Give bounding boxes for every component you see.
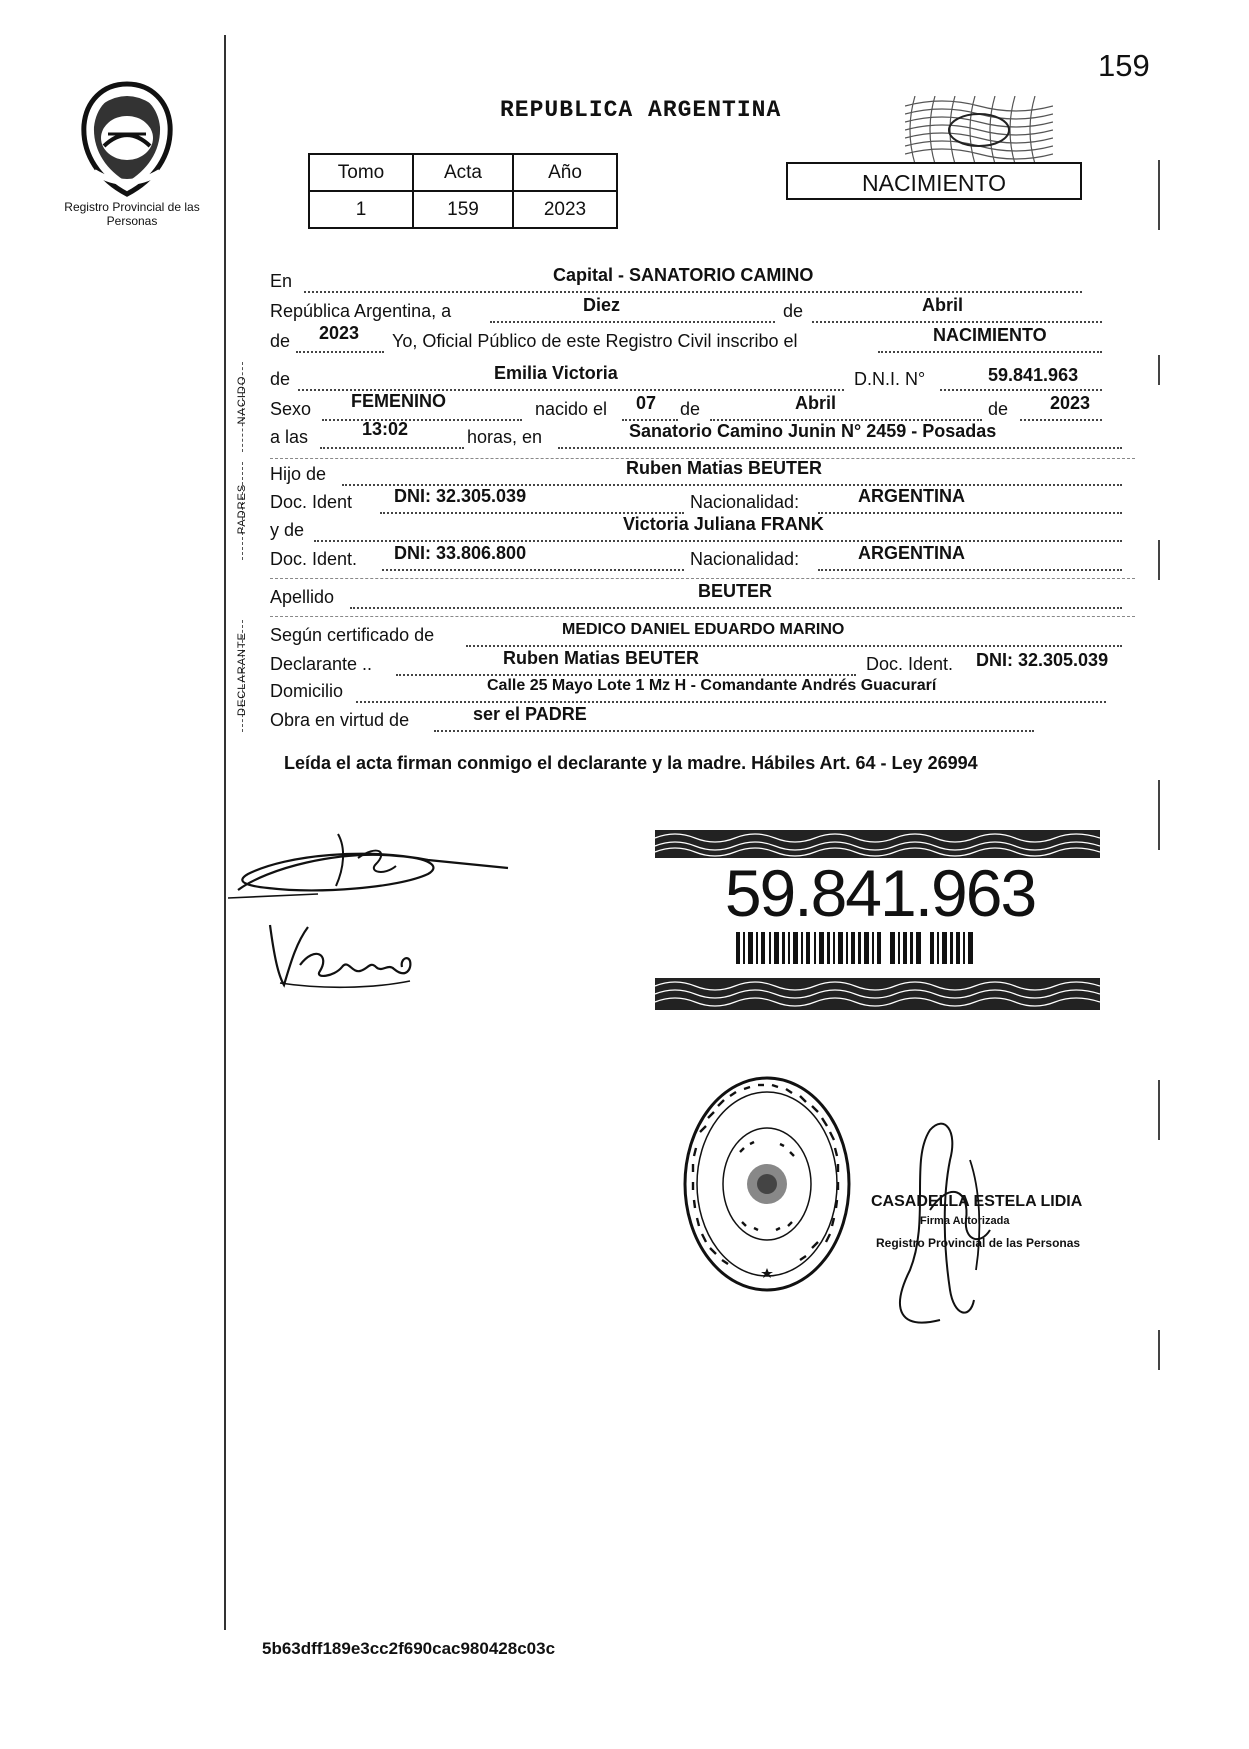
section-divider [270, 616, 1135, 617]
declarant-name-value: Ruben Matias BEUTER [503, 648, 700, 668]
dotted-leader [296, 351, 384, 353]
dotted-leader [304, 291, 1082, 293]
declarant-doc-value: DNI: 32.305.039 [976, 650, 1109, 670]
mother-signature-icon [260, 915, 420, 995]
dotted-leader [356, 701, 1106, 703]
field-label: de [783, 301, 804, 321]
father-name-value: Ruben Matias BEUTER [626, 458, 823, 478]
field-label: de [270, 369, 291, 389]
left-margin-rule [224, 35, 226, 1630]
official-signature-icon [870, 1120, 1010, 1350]
field-label: Doc. Ident. [270, 549, 358, 569]
right-margin-mark [1158, 160, 1160, 230]
dni-number-large: 59.841.963 [724, 856, 1036, 930]
dotted-leader [466, 645, 1122, 647]
field-label: Declarante .. [270, 654, 373, 674]
role-value: ser el PADRE [473, 704, 587, 724]
dotted-leader [350, 607, 1122, 609]
dotted-leader [818, 569, 1122, 571]
declarant-signature-icon [228, 828, 528, 903]
dotted-leader [1020, 419, 1102, 421]
right-margin-mark [1158, 1080, 1160, 1140]
dotted-leader [558, 447, 1122, 449]
table-cell: 2023 [513, 191, 617, 228]
closing-note: Leída el acta firman conmigo el declarante y la madre. Hábiles Art. 64 - Ley 26994 [284, 753, 978, 773]
field-label: y de [270, 520, 305, 540]
birth-month-value: Abril [795, 393, 837, 413]
field-label: Sexo [270, 399, 312, 419]
country-title: REPUBLICA ARGENTINA [500, 97, 782, 123]
dotted-leader [320, 447, 464, 449]
place-value: Capital - SANATORIO CAMINO [553, 265, 814, 285]
dotted-leader [382, 569, 684, 571]
right-margin-mark [1158, 355, 1160, 385]
barcode-icon [736, 932, 976, 964]
field-label: Doc. Ident. [866, 654, 954, 674]
dotted-leader [812, 321, 1102, 323]
birth-time-value: 13:02 [362, 419, 409, 439]
dotted-leader [314, 540, 1122, 542]
province-emblem-icon [72, 80, 182, 200]
field-label: Nacionalidad: [690, 549, 800, 569]
birth-year-value: 2023 [1050, 393, 1091, 413]
document-hash: 5b63dff189e3cc2f690cac980428c03c [262, 1639, 556, 1658]
mother-name-value: Victoria Juliana FRANK [623, 514, 824, 534]
page-number: 159 [1098, 48, 1150, 83]
official-name: CASADELLA ESTELA LIDIA [871, 1193, 1083, 1210]
act-value: NACIMIENTO [933, 325, 1047, 345]
child-name-value: Emilia Victoria [494, 363, 618, 383]
dotted-leader [878, 351, 1102, 353]
field-label: nacido el [535, 399, 608, 419]
field-label: Según certificado de [270, 625, 435, 645]
dotted-leader [396, 674, 856, 676]
field-label: de [270, 331, 291, 351]
field-label: En [270, 271, 293, 291]
dotted-leader [490, 321, 775, 323]
section-label-padres: PADRES [236, 483, 248, 535]
father-nationality-value: ARGENTINA [858, 486, 965, 506]
table-header: Año [513, 154, 617, 191]
field-label: Doc. Ident [270, 492, 353, 512]
official-role: Firma Autorizada [920, 1215, 1010, 1227]
mother-doc-value: DNI: 33.806.800 [394, 543, 527, 563]
field-label: de [988, 399, 1009, 419]
official-seal-icon [680, 1072, 855, 1297]
right-margin-mark [1158, 780, 1160, 850]
sex-value: FEMENINO [351, 391, 447, 411]
section-label-declarante: DECLARANTE [236, 632, 248, 716]
birth-place-value: Sanatorio Camino Junin N° 2459 - Posadas [629, 421, 997, 441]
field-label: República Argentina, a [270, 301, 452, 321]
table-cell: 159 [413, 191, 513, 228]
field-label: Yo, Oficial Público de este Registro Civil inscribo el [392, 331, 798, 351]
section-label-nacido: NACIDO [236, 375, 248, 425]
registry-label: Registro Provincial de las Personas [64, 200, 200, 228]
father-doc-value: DNI: 32.305.039 [394, 486, 527, 506]
field-label: horas, en [467, 427, 543, 447]
certificate-value: MEDICO DANIEL EDUARDO MARINO [562, 621, 845, 638]
act-type-box: NACIMIENTO [786, 162, 1082, 200]
register-table [308, 153, 618, 229]
surname-value: BEUTER [698, 581, 773, 601]
dotted-leader [434, 730, 1034, 732]
table-cell: 1 [309, 191, 413, 228]
month-text-value: Abril [922, 295, 964, 315]
field-label: de [680, 399, 701, 419]
right-margin-mark [1158, 540, 1160, 580]
field-label: Domicilio [270, 681, 344, 701]
field-label: a las [270, 427, 309, 447]
field-label: Obra en virtud de [270, 710, 410, 730]
birth-day-value: 07 [636, 393, 657, 413]
section-divider [270, 578, 1135, 579]
field-label: Apellido [270, 587, 335, 607]
dotted-leader [322, 419, 522, 421]
security-guilloche-icon [905, 96, 1053, 164]
address-value: Calle 25 Mayo Lote 1 Mz H - Comandante Andrés Guacurarí [487, 677, 937, 694]
right-margin-mark [1158, 1330, 1160, 1370]
field-label: Nacionalidad: [690, 492, 800, 512]
field-label: Hijo de [270, 464, 327, 484]
dotted-leader [940, 389, 1102, 391]
year-value: 2023 [319, 323, 360, 343]
table-header: Acta [413, 154, 513, 191]
mother-nationality-value: ARGENTINA [858, 543, 965, 563]
day-text-value: Diez [583, 295, 621, 315]
child-dni-value: 59.841.963 [988, 365, 1079, 385]
field-label: D.N.I. N° [854, 369, 926, 389]
table-header: Tomo [309, 154, 413, 191]
official-registry: Registro Provincial de las Personas [876, 1236, 1081, 1250]
dotted-leader [818, 512, 1122, 514]
